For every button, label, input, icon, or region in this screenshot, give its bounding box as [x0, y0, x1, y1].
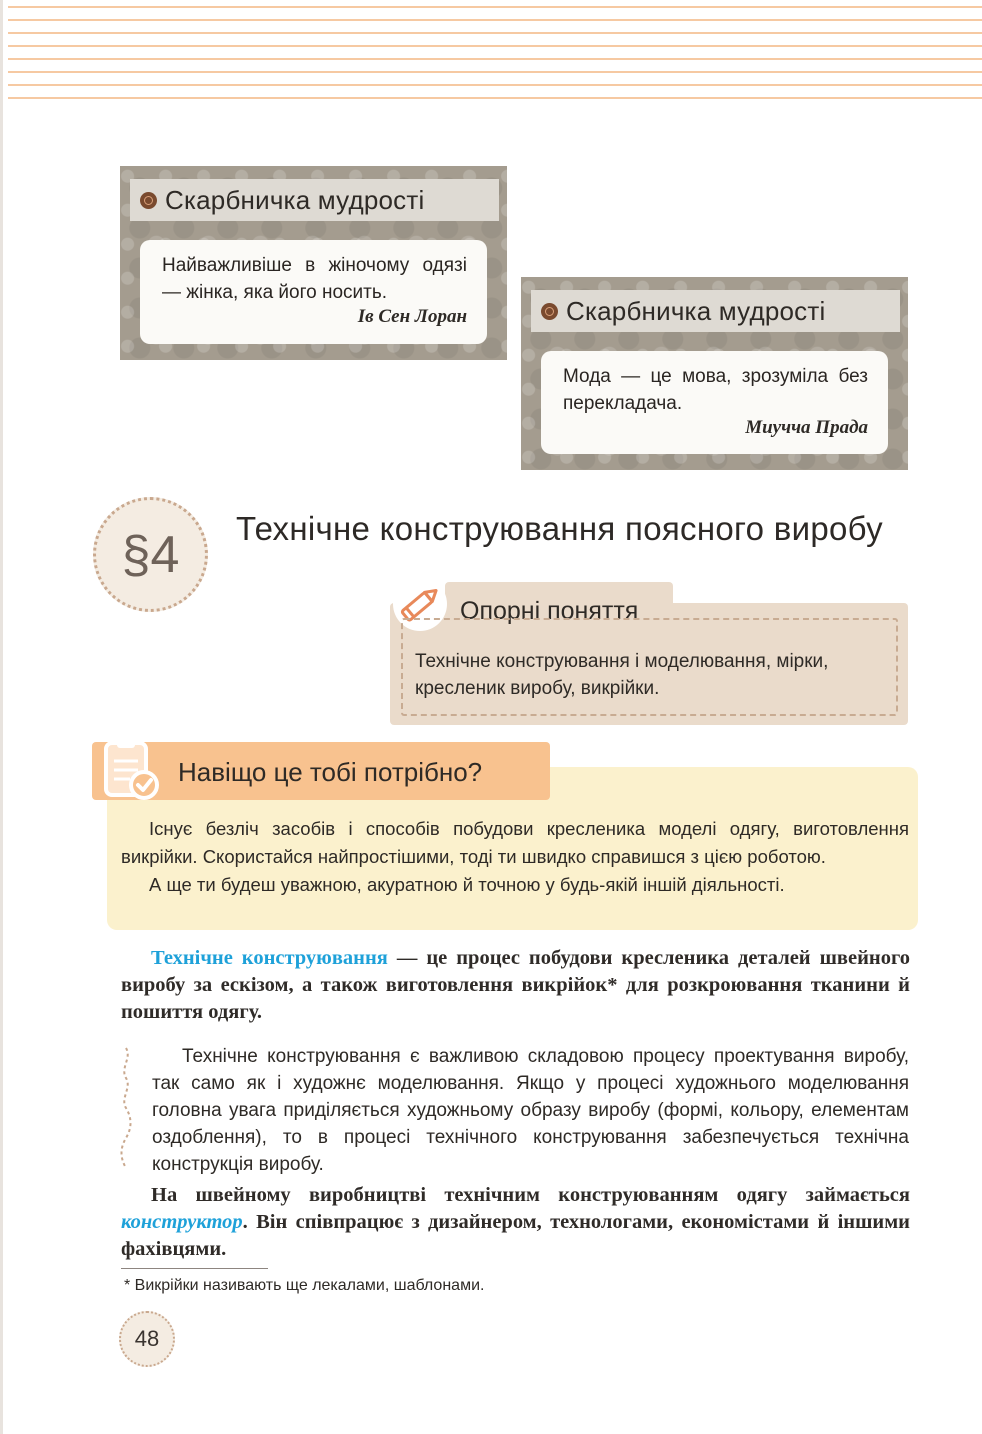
footnote-rule — [121, 1268, 268, 1269]
wisdom-card-title: Скарбничка мудрості — [566, 295, 826, 326]
wisdom-quote: Мода — це мова, зрозуміла без перекладача. — [563, 366, 868, 414]
wisdom-card-title: Скарбничка мудрості — [165, 184, 425, 215]
aside-paragraph: Технічне конструювання є важливою складовою процесу проектування виробу, так само як і художнє моделювання. Якщо у процесі художнього моделювання головна увага приділяється художньому образу виробу (формі, кольору, елементам оздоблення), то в процесі технічного конструювання забезпечується технічна конструкція виробу. — [152, 1046, 909, 1175]
section-title: Технічне конструювання поясного виробу — [236, 510, 883, 547]
page-number — [119, 1311, 175, 1367]
wavy-line-decoration — [118, 1046, 134, 1170]
key-concepts-title: Опорні поняття — [460, 597, 639, 625]
wisdom-card-body — [140, 240, 487, 344]
wisdom-card-2 — [521, 277, 908, 470]
production-text-after: . Він співпрацює з дизайнером, технологами, економістами й іншими фахівцями. — [121, 1211, 910, 1260]
footnote: * Викрійки називають ще лекалами, шаблонами. — [124, 1277, 485, 1294]
key-concepts-text: Технічне конструювання і моделювання, мірки, кресленик виробу, викрійки. — [415, 651, 829, 699]
why-needed-title: Навіщо це тобі потрібно? — [178, 757, 483, 787]
production-term: конструктор — [121, 1211, 243, 1233]
button-icon — [140, 192, 157, 209]
why-needed-text — [121, 815, 909, 899]
wisdom-author: Ів Сен Лоран — [357, 306, 467, 327]
wisdom-card-header — [130, 179, 499, 221]
definition-paragraph — [121, 945, 910, 1026]
why-needed-paragraph: Існує безліч засобів і способів побудови кресленика моделі одягу, виготовлення викрійки. Скористайся найпростішими, тоді ти швидко справишся з цією роботою. — [121, 818, 909, 867]
production-text-before: На швейному виробництві технічним конструюванням одягу займається — [151, 1184, 910, 1206]
definition-term: Технічне конструювання — [151, 947, 388, 969]
decorative-lines — [8, 6, 982, 110]
production-paragraph — [121, 1182, 910, 1263]
section-number-badge — [93, 497, 208, 612]
wisdom-author: Миучча Прада — [745, 417, 868, 438]
wisdom-card-1 — [120, 166, 507, 360]
button-icon — [541, 303, 558, 320]
definition-text: — це процес побудови кресленика деталей швейного виробу за ескізом, а також виготовлення викрійок* для розкроювання тканини й пошиття одягу. — [121, 947, 910, 1023]
wisdom-quote: Найважливіше в жіночому одязі — жінка, яка його носить. — [162, 255, 467, 303]
wisdom-card-header — [531, 290, 900, 332]
wisdom-card-body — [541, 351, 888, 454]
page-edge — [0, 0, 3, 1434]
section-number: §4 — [121, 525, 180, 584]
why-needed-paragraph: А ще ти будеш уважною, акуратною й точною у будь-якій іншій діяльності. — [149, 874, 785, 895]
page-number-text: 48 — [134, 1326, 160, 1351]
clipboard-check-icon — [100, 735, 164, 805]
